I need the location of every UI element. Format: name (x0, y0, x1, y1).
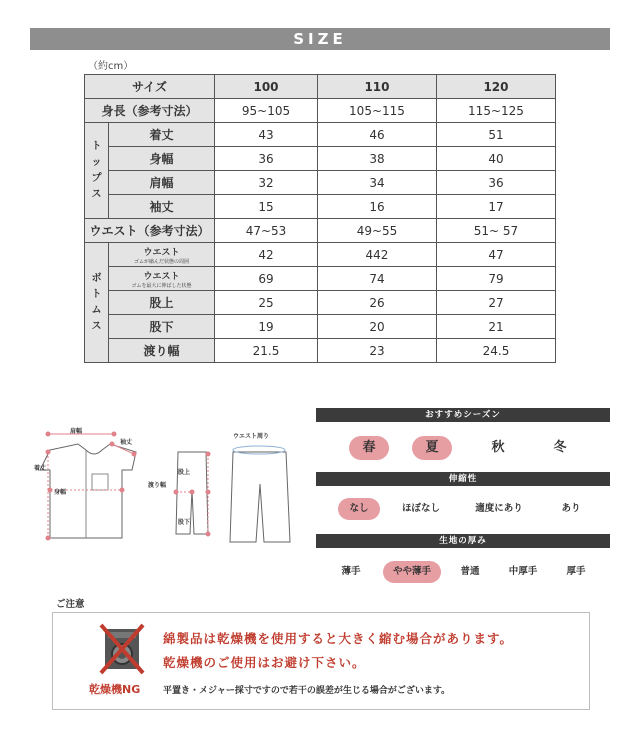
table-cell: 32 (215, 171, 318, 195)
table-cell: 16 (318, 195, 437, 219)
table-row (85, 195, 556, 219)
table-cell: 36 (215, 147, 318, 171)
table-cell: 40 (436, 147, 555, 171)
row-label: 身幅 (109, 147, 215, 171)
table-cell: 24.5 (436, 339, 555, 363)
stretch-title-bar: 伸縮性 (316, 472, 610, 486)
no-dryer-icon (97, 621, 147, 677)
table-header-120: 120 (436, 75, 555, 99)
table-row (85, 219, 556, 243)
table-row (85, 99, 556, 123)
label-length: 着丈 (34, 465, 47, 472)
table-row (85, 267, 556, 291)
waist-label: ウエスト（参考寸法） (85, 219, 215, 243)
label-inseam: 股下 (178, 519, 191, 526)
label-waist: ウエスト周り (233, 433, 270, 440)
label-sleeve: 袖丈 (120, 439, 133, 446)
table-header-size: サイズ (85, 75, 215, 99)
label-thigh: 渡り幅 (148, 482, 167, 489)
stretch-none: なし (338, 498, 380, 520)
label-width: 身幅 (54, 489, 67, 496)
table-row (85, 243, 556, 267)
table-cell: 19 (215, 315, 318, 339)
row-label: ウエスト ゴムを最大に伸ばした状態 (109, 267, 215, 291)
size-banner: SIZE (30, 28, 610, 50)
table-cell: 42 (215, 243, 318, 267)
table-cell: 47 (436, 243, 555, 267)
thickness-thick: 厚手 (566, 566, 586, 577)
table-header-100: 100 (215, 75, 318, 99)
season-autumn: 秋 (491, 440, 505, 455)
table-cell: 95~105 (215, 99, 318, 123)
table-row (85, 123, 556, 147)
thickness-thin: 薄手 (341, 566, 361, 577)
table-row (85, 339, 556, 363)
thickness-normal: 普通 (460, 566, 480, 577)
measurement-note: 平置き・メジャー採寸ですので若干の誤差が生じる場合がございます。 (163, 686, 451, 696)
row-label: 着丈 (109, 123, 215, 147)
table-cell: 46 (318, 123, 437, 147)
table-cell: 69 (215, 267, 318, 291)
table-cell: 20 (318, 315, 437, 339)
season-title-bar: おすすめシーズン (316, 408, 610, 422)
label-rise: 股上 (178, 469, 191, 476)
table-cell: 21 (436, 315, 555, 339)
table-cell: 25 (215, 291, 318, 315)
table-cell: 43 (215, 123, 318, 147)
thickness-title-bar: 生地の厚み (316, 534, 610, 548)
table-cell: 27 (436, 291, 555, 315)
bottoms-group-label: ボ ト ム ス (85, 243, 109, 363)
row-label: 渡り幅 (109, 339, 215, 363)
notes-title: ご注意 (56, 599, 85, 610)
table-cell: 23 (318, 339, 437, 363)
warning-line-1: 綿製品は乾燥機を使用すると大きく縮む場合があります。 (163, 631, 514, 646)
table-cell: 36 (436, 171, 555, 195)
row-label: ウエスト ゴムが縮んだ状態の周囲 (109, 243, 215, 267)
table-cell: 26 (318, 291, 437, 315)
season-winter: 冬 (553, 440, 567, 455)
table-cell: 38 (318, 147, 437, 171)
table-cell: 105~115 (318, 99, 437, 123)
thickness-medium-thick: 中厚手 (508, 566, 538, 577)
row-label: 股下 (109, 315, 215, 339)
table-cell: 15 (215, 195, 318, 219)
table-header-row (85, 75, 556, 99)
table-row (85, 147, 556, 171)
table-row (85, 315, 556, 339)
table-cell: 21.5 (215, 339, 318, 363)
stretch-yes: あり (561, 503, 581, 514)
notes-box (52, 612, 590, 710)
table-cell: 115~125 (436, 99, 555, 123)
row-label: 肩幅 (109, 171, 215, 195)
table-row (85, 291, 556, 315)
size-table (84, 74, 556, 363)
tops-group-label: ト ッ プ ス (85, 123, 109, 219)
season-spring: 春 (349, 436, 389, 460)
season-summer: 夏 (412, 436, 452, 460)
table-row (85, 171, 556, 195)
table-cell: 79 (436, 267, 555, 291)
measurement-illustration (28, 424, 306, 554)
warning-line-2: 乾燥機のご使用はお避け下さい。 (163, 655, 366, 670)
row-label: 股上 (109, 291, 215, 315)
table-cell: 51~ 57 (436, 219, 555, 243)
table-cell: 47~53 (215, 219, 318, 243)
label-shoulder: 肩幅 (70, 428, 83, 435)
table-cell: 442 (318, 243, 437, 267)
table-cell: 74 (318, 267, 437, 291)
row-label: 袖丈 (109, 195, 215, 219)
table-cell: 51 (436, 123, 555, 147)
stretch-almost-none: ほぼなし (401, 503, 440, 514)
table-cell: 34 (318, 171, 437, 195)
table-cell: 49~55 (318, 219, 437, 243)
long-pants-outline (230, 452, 290, 542)
stretch-moderate: 適度にあり (475, 503, 523, 514)
height-label: 身長（参考寸法） (85, 99, 215, 123)
table-cell: 17 (436, 195, 555, 219)
table-header-110: 110 (318, 75, 437, 99)
unit-label: （約cm） (88, 61, 134, 72)
no-dryer-label: 乾燥機NG (89, 683, 141, 696)
thickness-slightly-thin: やや薄手 (383, 561, 441, 583)
